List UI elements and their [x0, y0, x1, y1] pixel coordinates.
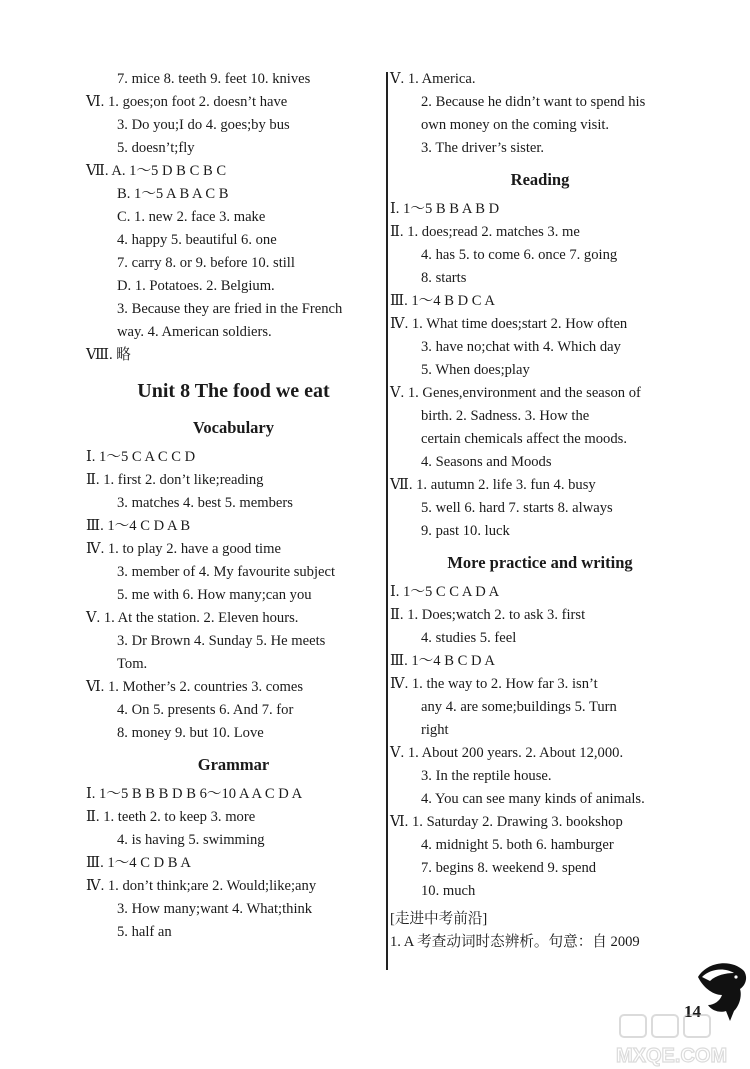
answer-line: way. 4. American soldiers. [117, 324, 272, 340]
answer-line: Ⅴ. 1. About 200 years. 2. About 12,000. [390, 745, 624, 761]
section-bracket-label: [走进中考前沿] [390, 911, 488, 927]
answer-line: certain chemicals affect the moods. [421, 431, 627, 447]
answer-line: Ⅲ. 1～4 B C D A [390, 653, 495, 669]
answer-line: 5. well 6. hard 7. starts 8. always [421, 500, 613, 516]
answer-line: B. 1～5 A B A C B [117, 186, 229, 202]
answer-line: own money on the coming visit. [421, 117, 610, 133]
answer-line: 3. member of 4. My favourite subject [117, 564, 336, 580]
answer-line: Ⅴ. 1. Genes,environment and the season of [390, 385, 641, 401]
section-heading-more-practice: More practice and writing [447, 553, 633, 572]
unit-title: Unit 8 The food we eat [137, 380, 330, 402]
right-column [390, 68, 690, 954]
answer-line: 4. You can see many kinds of animals. [421, 791, 645, 807]
section-heading-vocabulary: Vocabulary [193, 418, 274, 437]
watermark-logo [610, 1012, 750, 1069]
answer-line: 4. On 5. presents 6. And 7. for [117, 702, 294, 718]
answer-line: 1. A 考查动词时态辨析。句意：自 2009 [390, 934, 640, 950]
answer-line: Ⅶ. 1. autumn 2. life 3. fun 4. busy [390, 477, 596, 493]
answer-line: 3. In the reptile house. [421, 768, 552, 784]
answer-line: 10. much [421, 883, 476, 899]
answer-line: 3. Do you;I do 4. goes;by bus [117, 117, 290, 133]
page-number: 14 [684, 1002, 701, 1021]
answer-line: 4. studies 5. feel [421, 630, 517, 646]
answer-line: 3. Because they are fried in the French [117, 301, 343, 317]
column-divider [386, 72, 388, 970]
answer-line: Ⅵ. 1. Mother’s 2. countries 3. comes [86, 679, 304, 695]
answer-line: 4. happy 5. beautiful 6. one [117, 232, 277, 248]
answer-line: 3. Dr Brown 4. Sunday 5. He meets [117, 633, 326, 649]
answer-line: Ⅰ. 1～5 C A C C D [86, 449, 196, 465]
answer-line: birth. 2. Sadness. 3. How the [421, 408, 590, 424]
answer-line: Ⅳ. 1. to play 2. have a good time [86, 541, 281, 557]
answer-line: 5. doesn’t;fly [117, 140, 195, 156]
answer-line: Ⅴ. 1. America. [390, 71, 476, 87]
answer-line: Ⅲ. 1～4 C D B A [86, 855, 191, 871]
answer-line: 3. How many;want 4. What;think [117, 901, 313, 917]
answer-line: Ⅴ. 1. At the station. 2. Eleven hours. [86, 610, 299, 626]
answer-line: 4. midnight 5. both 6. hamburger [421, 837, 614, 853]
answer-line: Ⅲ. 1～4 B D C A [390, 293, 495, 309]
answer-line: Ⅲ. 1～4 C D A B [86, 518, 191, 534]
answer-line: Ⅵ. 1. Saturday 2. Drawing 3. bookshop [390, 814, 623, 830]
answer-line: 2. Because he didn’t want to spend his [421, 94, 646, 110]
answer-line: 7. carry 8. or 9. before 10. still [117, 255, 295, 271]
section-heading-grammar: Grammar [197, 755, 270, 774]
answer-line: Ⅰ. 1～5 C C A D A [390, 584, 500, 600]
answer-line: 3. matches 4. best 5. members [117, 495, 293, 511]
answer-line: Tom. [117, 656, 148, 672]
answer-line: Ⅱ. 1. Does;watch 2. to ask 3. first [390, 607, 586, 623]
answer-line: Ⅱ. 1. teeth 2. to keep 3. more [86, 809, 256, 825]
answer-line: any 4. are some;buildings 5. Turn [421, 699, 617, 715]
answer-line: 5. me with 6. How many;can you [117, 587, 312, 603]
answer-line: 5. half an [117, 924, 172, 940]
answer-line: 5. When does;play [421, 362, 530, 378]
answer-line: Ⅵ. 1. goes;on foot 2. doesn’t have [86, 94, 288, 110]
answer-line: 8. money 9. but 10. Love [117, 725, 264, 741]
answer-line: 3. have no;chat with 4. Which day [421, 339, 621, 355]
answer-line: C. 1. new 2. face 3. make [117, 209, 266, 225]
watermark-text: MXQE.COM [616, 1045, 728, 1067]
answer-line: 4. has 5. to come 6. once 7. going [421, 247, 618, 263]
answer-line: Ⅳ. 1. the way to 2. How far 3. isn’t [390, 676, 598, 692]
answer-line: 8. starts [421, 270, 467, 286]
answer-line: Ⅱ. 1. first 2. don’t like;reading [86, 472, 264, 488]
answer-line: Ⅳ. 1. don’t think;are 2. Would;like;any [86, 878, 317, 894]
answer-line: Ⅱ. 1. does;read 2. matches 3. me [390, 224, 580, 240]
answer-line: Ⅳ. 1. What time does;start 2. How often [390, 316, 628, 332]
answer-line: 7. mice 8. teeth 9. feet 10. knives [117, 71, 311, 87]
left-column [86, 68, 381, 944]
answer-line: Ⅶ. A. 1～5 D B C B C [86, 163, 227, 179]
answer-line: 4. is having 5. swimming [117, 832, 265, 848]
answer-line: 3. The driver’s sister. [421, 140, 545, 156]
answer-line: Ⅰ. 1～5 B B A B D [390, 201, 500, 217]
answer-line: right [421, 722, 449, 738]
answer-line: Ⅰ. 1～5 B B B D B 6～10 A A C D A [86, 786, 303, 802]
section-heading-reading: Reading [510, 170, 570, 189]
answer-line: D. 1. Potatoes. 2. Belgium. [117, 278, 275, 294]
answer-line: Ⅷ. 略 [86, 347, 131, 363]
answer-line: 4. Seasons and Moods [421, 454, 552, 470]
answer-line: 9. past 10. luck [421, 523, 510, 539]
answer-line: 7. begins 8. weekend 9. spend [421, 860, 597, 876]
